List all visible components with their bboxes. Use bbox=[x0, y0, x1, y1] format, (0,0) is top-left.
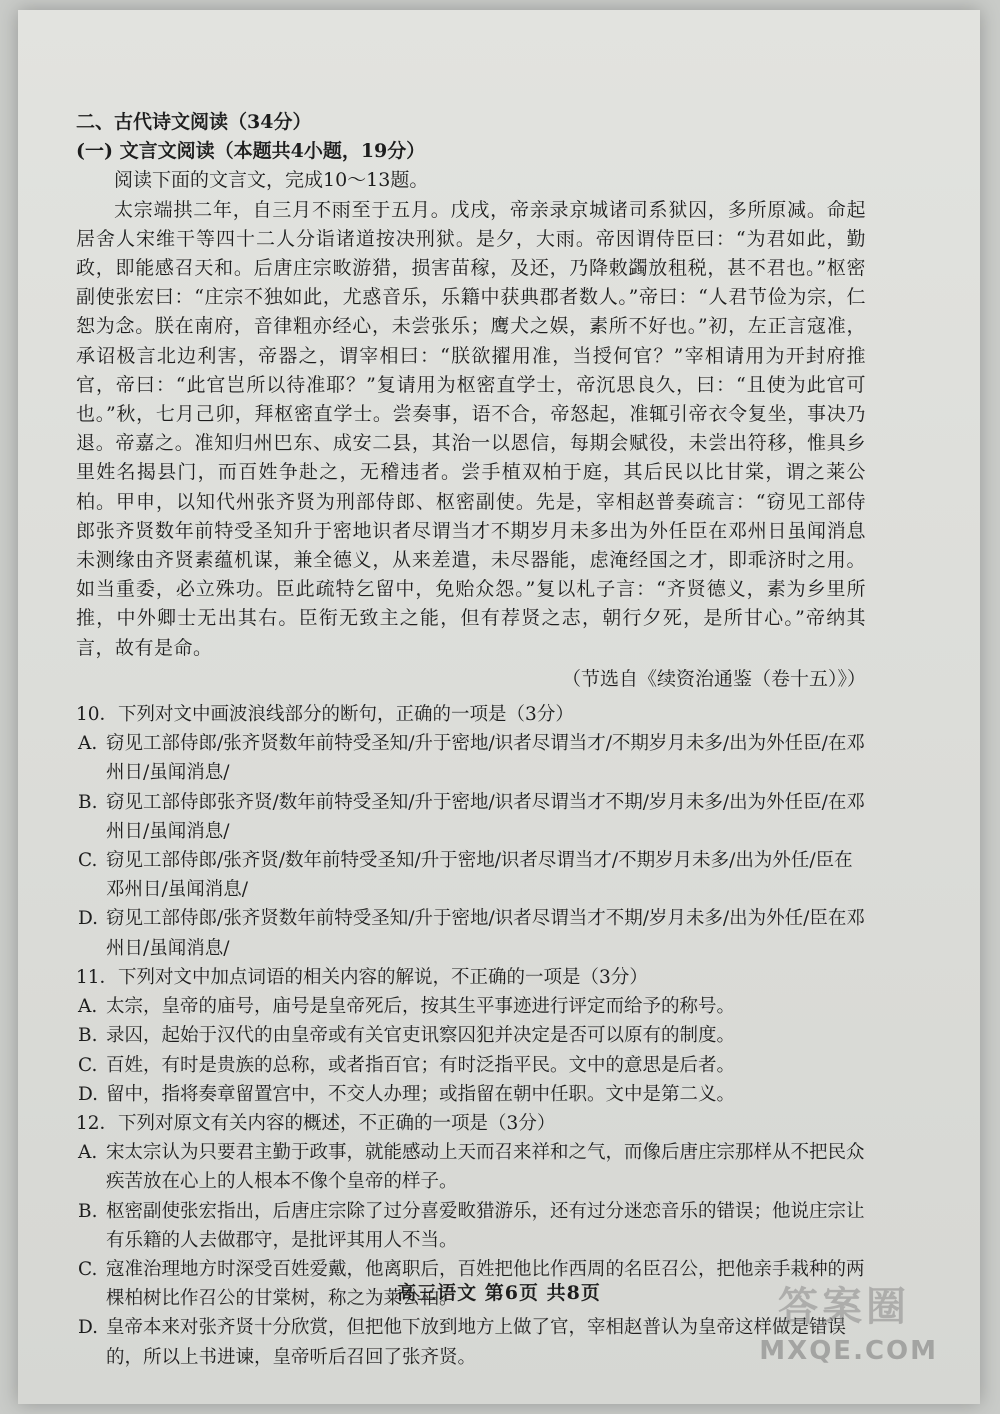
page-footer: 高三语文 第6页 共8页 bbox=[397, 1282, 601, 1304]
question-stem: 12．下列对原文有关内容的概述，不正确的一项是（3分） bbox=[76, 1112, 556, 1134]
option-a bbox=[76, 992, 866, 1021]
question-10 bbox=[76, 700, 866, 963]
option-text: 宋太宗认为只要君主勤于政事，就能感动上天而召来祥和之气，而像后唐庄宗那样从不把民众疾苦放在心上的人根本不像个皇帝的样子。 bbox=[106, 1142, 865, 1193]
option-letter: D. bbox=[78, 1083, 99, 1105]
option-letter: C. bbox=[78, 850, 98, 872]
option-letter: A. bbox=[78, 996, 98, 1018]
question-stem: 11．下列对文中加点词语的相关内容的解说，不正确的一项是（3分） bbox=[76, 966, 648, 988]
option-d bbox=[76, 1080, 866, 1109]
section-title: 二、古代诗文阅读（34分） bbox=[76, 111, 312, 133]
subsection-title: (一) 文言文阅读（本题共4小题，19分） bbox=[76, 140, 426, 163]
question-stem: 10．下列对文中画波浪线部分的断句，正确的一项是（3分） bbox=[76, 704, 574, 726]
option-text: 枢密副使张宏指出，后唐庄宗除了过分喜爱畋猎游乐，还有过分迷恋音乐的错误；他说庄宗让有乐籍的人去做郡守，是批评其用人不当。 bbox=[106, 1200, 865, 1251]
option-a bbox=[76, 1138, 866, 1196]
option-text: 百姓，有时是贵族的总称，或者指百官；有时泛指平民。文中的意思是后者。 bbox=[106, 1054, 736, 1076]
option-letter: A. bbox=[78, 733, 98, 755]
option-text: 留中，指将奏章留置宫中，不交人办理；或指留在朝中任职。文中是第二义。 bbox=[106, 1083, 736, 1105]
passage-source: （节选自《续资治通鉴（卷十五）》） bbox=[561, 667, 866, 690]
reading-instruction: 阅读下面的文言文，完成10～13题。 bbox=[114, 169, 429, 192]
watermark-logo-text: 答案圈 bbox=[778, 1284, 910, 1330]
option-letter: A. bbox=[78, 1142, 98, 1164]
page-content bbox=[76, 108, 866, 1372]
option-text: 窃见工部侍郎/张齐贤数年前特受圣知/升于密地/识者尽谓当才/不期岁月未多/出为外任臣/在邓州日/虽闻消息/ bbox=[106, 733, 865, 784]
option-letter: D. bbox=[78, 1317, 99, 1339]
watermark-url: MXQE.COM bbox=[759, 1336, 938, 1366]
option-letter: B. bbox=[78, 1200, 98, 1222]
option-letter: C. bbox=[78, 1054, 98, 1076]
option-letter: C. bbox=[78, 1258, 98, 1280]
option-c bbox=[76, 1051, 866, 1080]
option-letter: B. bbox=[78, 791, 98, 813]
question-11 bbox=[76, 963, 866, 1109]
option-text: 录囚，起始于汉代的由皇帝或有关官吏讯察囚犯并决定是否可以原有的制度。 bbox=[106, 1025, 736, 1047]
option-text: 窃见工部侍郎张齐贤/数年前特受圣知/升于密地/识者尽谓当才不期/岁月未多/出为外任臣/在邓州日/虽闻消息/ bbox=[106, 791, 865, 842]
option-text: 寇准治理地方时深受百姓爱戴，他离职后，百姓把他比作西周的名臣召公，把他亲手栽种的两棵柏树比作召公的甘棠树，称之为莱公柏。 bbox=[106, 1258, 865, 1310]
option-a bbox=[76, 729, 866, 787]
exam-page bbox=[18, 10, 980, 1404]
option-letter: D. bbox=[78, 908, 99, 930]
option-text: 太宗，皇帝的庙号，庙号是皇帝死后，按其生平事迹进行评定而给予的称号。 bbox=[106, 996, 736, 1018]
option-letter: B. bbox=[78, 1025, 98, 1047]
option-d bbox=[76, 904, 866, 962]
option-b bbox=[76, 1197, 866, 1255]
option-text: 窃见工部侍郎/张齐贤/数年前特受圣知/升于密地/识者尽谓当才/不期岁月未多/出为外任/臣在邓州日/虽闻消息/ bbox=[106, 850, 853, 901]
option-c bbox=[76, 846, 866, 904]
option-b bbox=[76, 1021, 866, 1050]
classical-passage: 太宗端拱二年，自三月不雨至于五月。戊戌，帝亲录京城诸司系狱囚，多所原减。命起居舍人宋维干等四十二人分诣诸道按决刑狱。是夕，大雨。帝因谓侍臣曰：“为君如此，勤政，即能感召天和。后唐庄宗畋游猎，损害苗稼，及还，乃降敕蠲放租税，甚不君也。”枢密副使张宏曰：“庄宗不独如此，尤惑音乐，乐籍中获典郡者数人。”帝曰：“人君节俭为宗，仁恕为念。朕在南府，音律粗亦经心，未尝张乐；鹰犬之娱，素所不好也。”初，左正言寇准，承诏极言北边利害，帝器之，谓宰相曰：“朕欲擢用准，当授何官？”宰相请用为开封府推官，帝曰：“此官岂所以待准耶？”复请用为枢密直学士，帝沉思良久，曰：“且使为此官可也。”秋，七月己卯，拜枢密直学士。尝奏事，语不合，帝怒起，准辄引帝衣令复坐，事决乃退。帝嘉之。准知归州巴东、成安二县，其治一以恩信，每期会赋役，未尝出符移，惟具乡里姓名揭县门，而百姓争赴之，无稽违者。尝手植双柏于庭，其后民以比甘棠，谓之莱公柏。甲申，以知代州张齐贤为刑部侍郎、枢密副使。先是，宰相赵普奏疏言：“窃见工部侍郎张齐贤数年前特受圣知升于密地识者尽谓当才不期岁月未多出为外任臣在邓州日虽闻消息未测缘由齐贤素蕴机谋，兼全德义，从来差遣，未尽器能，虑淹经国之才，即乖济时之用。如当重委，必立殊功。臣此疏特乞留中，免贻众怨。”复以札子言：“齐贤德义，素为乡里所推，中外卿士无出其右。臣衔无致主之能，但有荐贤之志，朝行夕死，是所甘心。”帝纳其言，故有是命。 bbox=[76, 198, 866, 659]
option-b bbox=[76, 788, 866, 846]
option-text: 窃见工部侍郎/张齐贤数年前特受圣知/升于密地/识者尽谓当才不期/岁月未多/出为外任/臣在邓州日/虽闻消息/ bbox=[106, 908, 865, 959]
option-text: 皇帝本来对张齐贤十分欣赏，但把他下放到地方上做了官，宰相赵普认为皇帝这样做是错误的，所以上书进谏，皇帝听后召回了张齐贤。 bbox=[106, 1317, 847, 1368]
site-watermark bbox=[730, 1284, 950, 1374]
